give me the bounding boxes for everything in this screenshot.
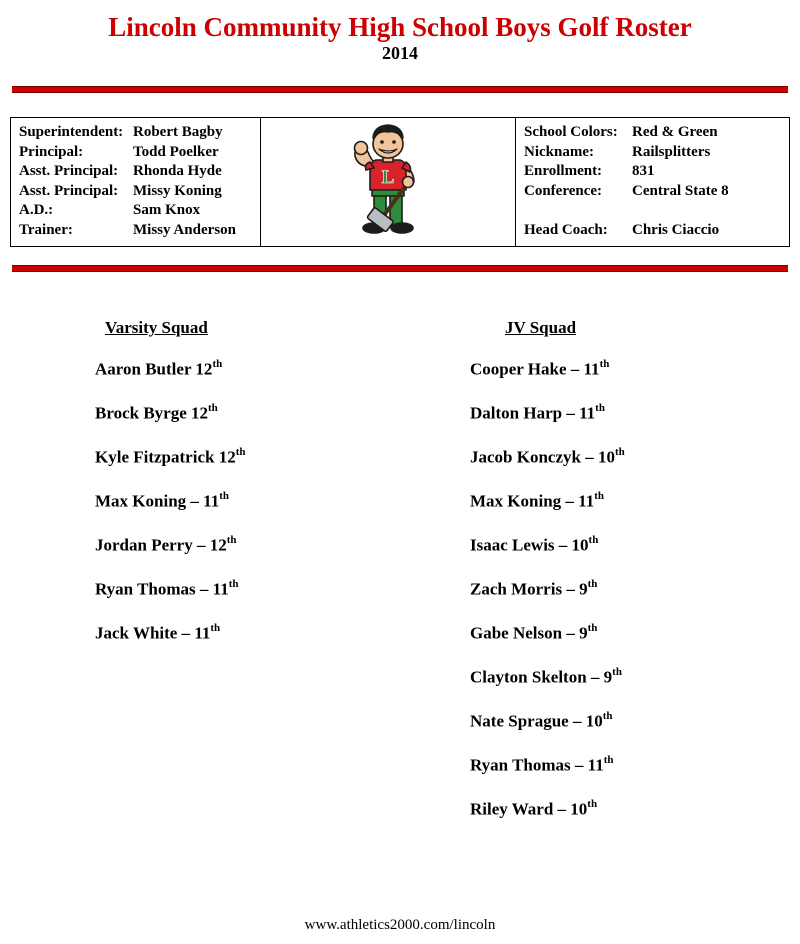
roster-player [95,563,400,607]
staff-info-label: Asst. Principal: [19,163,119,179]
jv-player-list [470,343,800,827]
varsity-roster-column [0,317,400,827]
red-divider-top [12,86,788,93]
grade-ordinal-suffix: th [614,446,625,458]
varsity-roster-heading: Varsity Squad [105,318,208,337]
player-name-grade: Max Koning – 11 [470,491,595,511]
grade-ordinal-suffix: th [594,490,604,502]
school-info-row [524,143,781,163]
roster-player [95,519,400,563]
player-name-grade: Nate Sprague – 10 [470,711,603,731]
staff-info-row [19,123,252,143]
grade-ordinal-suffix: th [587,798,598,810]
school-info-label: Head Coach: [524,221,608,238]
roster-section [0,317,800,827]
player-name-grade: Jacob Konczyk – 10 [470,447,615,467]
grade-ordinal-suffix: th [588,534,599,546]
roster-player [95,475,400,519]
school-info-label [524,201,632,221]
grade-ordinal-suffix: th [599,358,610,370]
player-name-grade: Jack White – 11 [95,623,211,643]
player-name-grade: Riley Ward – 10 [470,799,588,819]
roster-player [95,431,400,475]
player-name-grade: Ryan Thomas – 11 [95,579,229,599]
player-name-grade: Max Koning – 11 [95,491,220,511]
staff-info-row [19,221,252,241]
player-name-grade: Gabe Nelson – 9 [470,623,588,643]
roster-player [470,563,800,607]
svg-text:L: L [381,167,395,188]
roster-player [470,651,800,695]
roster-player [95,343,400,387]
staff-info-label: Principal: [19,143,84,160]
player-name-grade: Cooper Hake – 11 [470,359,600,379]
roster-player [470,783,800,827]
railsplitter-mascot-icon [340,120,436,244]
roster-player [470,519,800,563]
grade-ordinal-suffix: th [212,358,223,370]
roster-player [470,431,800,475]
school-info-row [524,182,781,202]
year-subtitle: 2014 [382,43,418,63]
roster-player [470,739,800,783]
staff-info-row [19,201,252,221]
school-info-value: Central State 8 [632,182,729,199]
school-info-row [524,221,781,241]
page-title: Lincoln Community High School Boys Golf Roster [108,12,692,42]
staff-info-value: Missy Anderson [133,221,236,238]
staff-info-value: Todd Poelker [133,143,219,160]
player-name-grade: Dalton Harp – 11 [470,403,596,423]
staff-info-label: Asst. Principal: [19,182,119,199]
player-name-grade: Isaac Lewis – 10 [470,535,589,555]
school-info-value: Chris Ciaccio [632,221,720,238]
roster-player [95,607,400,651]
grade-ordinal-suffix: th [602,710,613,722]
player-name-grade: Jordan Perry – 12 [95,535,227,555]
player-name-grade: Aaron Butler 12 [95,359,213,379]
red-divider-bottom [12,265,788,272]
footer-url: www.athletics2000.com/lincoln [304,917,496,933]
grade-ordinal-suffix: th [210,622,221,634]
school-info-value: 831 [632,163,655,179]
grade-ordinal-suffix: th [219,490,229,502]
staff-info-row [19,143,252,163]
staff-info-label: Trainer: [19,221,73,238]
roster-player [470,695,800,739]
player-name-grade: Brock Byrge 12 [95,403,209,423]
grade-ordinal-suffix: th [208,402,218,414]
jv-roster-heading: JV Squad [505,318,577,337]
info-box [10,117,790,247]
roster-player [470,387,800,431]
roster-player [470,607,800,651]
school-info-label: Enrollment: [524,163,603,179]
staff-info-label: Superintendent: [19,124,124,140]
school-info-row [524,162,781,182]
staff-info-value: Missy Koning [133,182,222,199]
roster-player [470,343,800,387]
staff-info-value: Rhonda Hyde [133,163,222,179]
roster-player [470,475,800,519]
player-name-grade: Ryan Thomas – 11 [470,755,604,775]
staff-info-value: Sam Knox [133,202,201,218]
player-name-grade: Kyle Fitzpatrick 12 [95,447,236,467]
school-info-label: Nickname: [524,143,594,160]
grade-ordinal-suffix: th [612,666,622,678]
mascot-panel [261,118,516,246]
school-info-panel [516,118,789,246]
grade-ordinal-suffix: th [587,622,598,634]
grade-ordinal-suffix: th [603,754,614,766]
school-info-value: Railsplitters [632,143,711,160]
varsity-player-list [95,343,400,651]
grade-ordinal-suffix: th [595,402,605,414]
school-info-label: Conference: [524,182,603,199]
footer [0,916,800,934]
staff-info-label: A.D.: [19,202,54,218]
grade-ordinal-suffix: th [587,578,598,590]
jv-roster-column [400,317,800,827]
staff-info-value: Robert Bagby [133,124,223,140]
grade-ordinal-suffix: th [235,446,246,458]
staff-info-row [19,182,252,202]
school-info-label: School Colors: [524,124,618,140]
school-info-row [524,123,781,143]
grade-ordinal-suffix: th [226,534,237,546]
grade-ordinal-suffix: th [228,578,239,590]
player-name-grade: Zach Morris – 9 [470,579,588,599]
staff-info-panel [11,118,261,246]
player-name-grade: Clayton Skelton – 9 [470,667,613,687]
school-info-row [524,201,781,221]
staff-info-row [19,162,252,182]
school-info-value: Red & Green [632,124,718,140]
roster-player [95,387,400,431]
